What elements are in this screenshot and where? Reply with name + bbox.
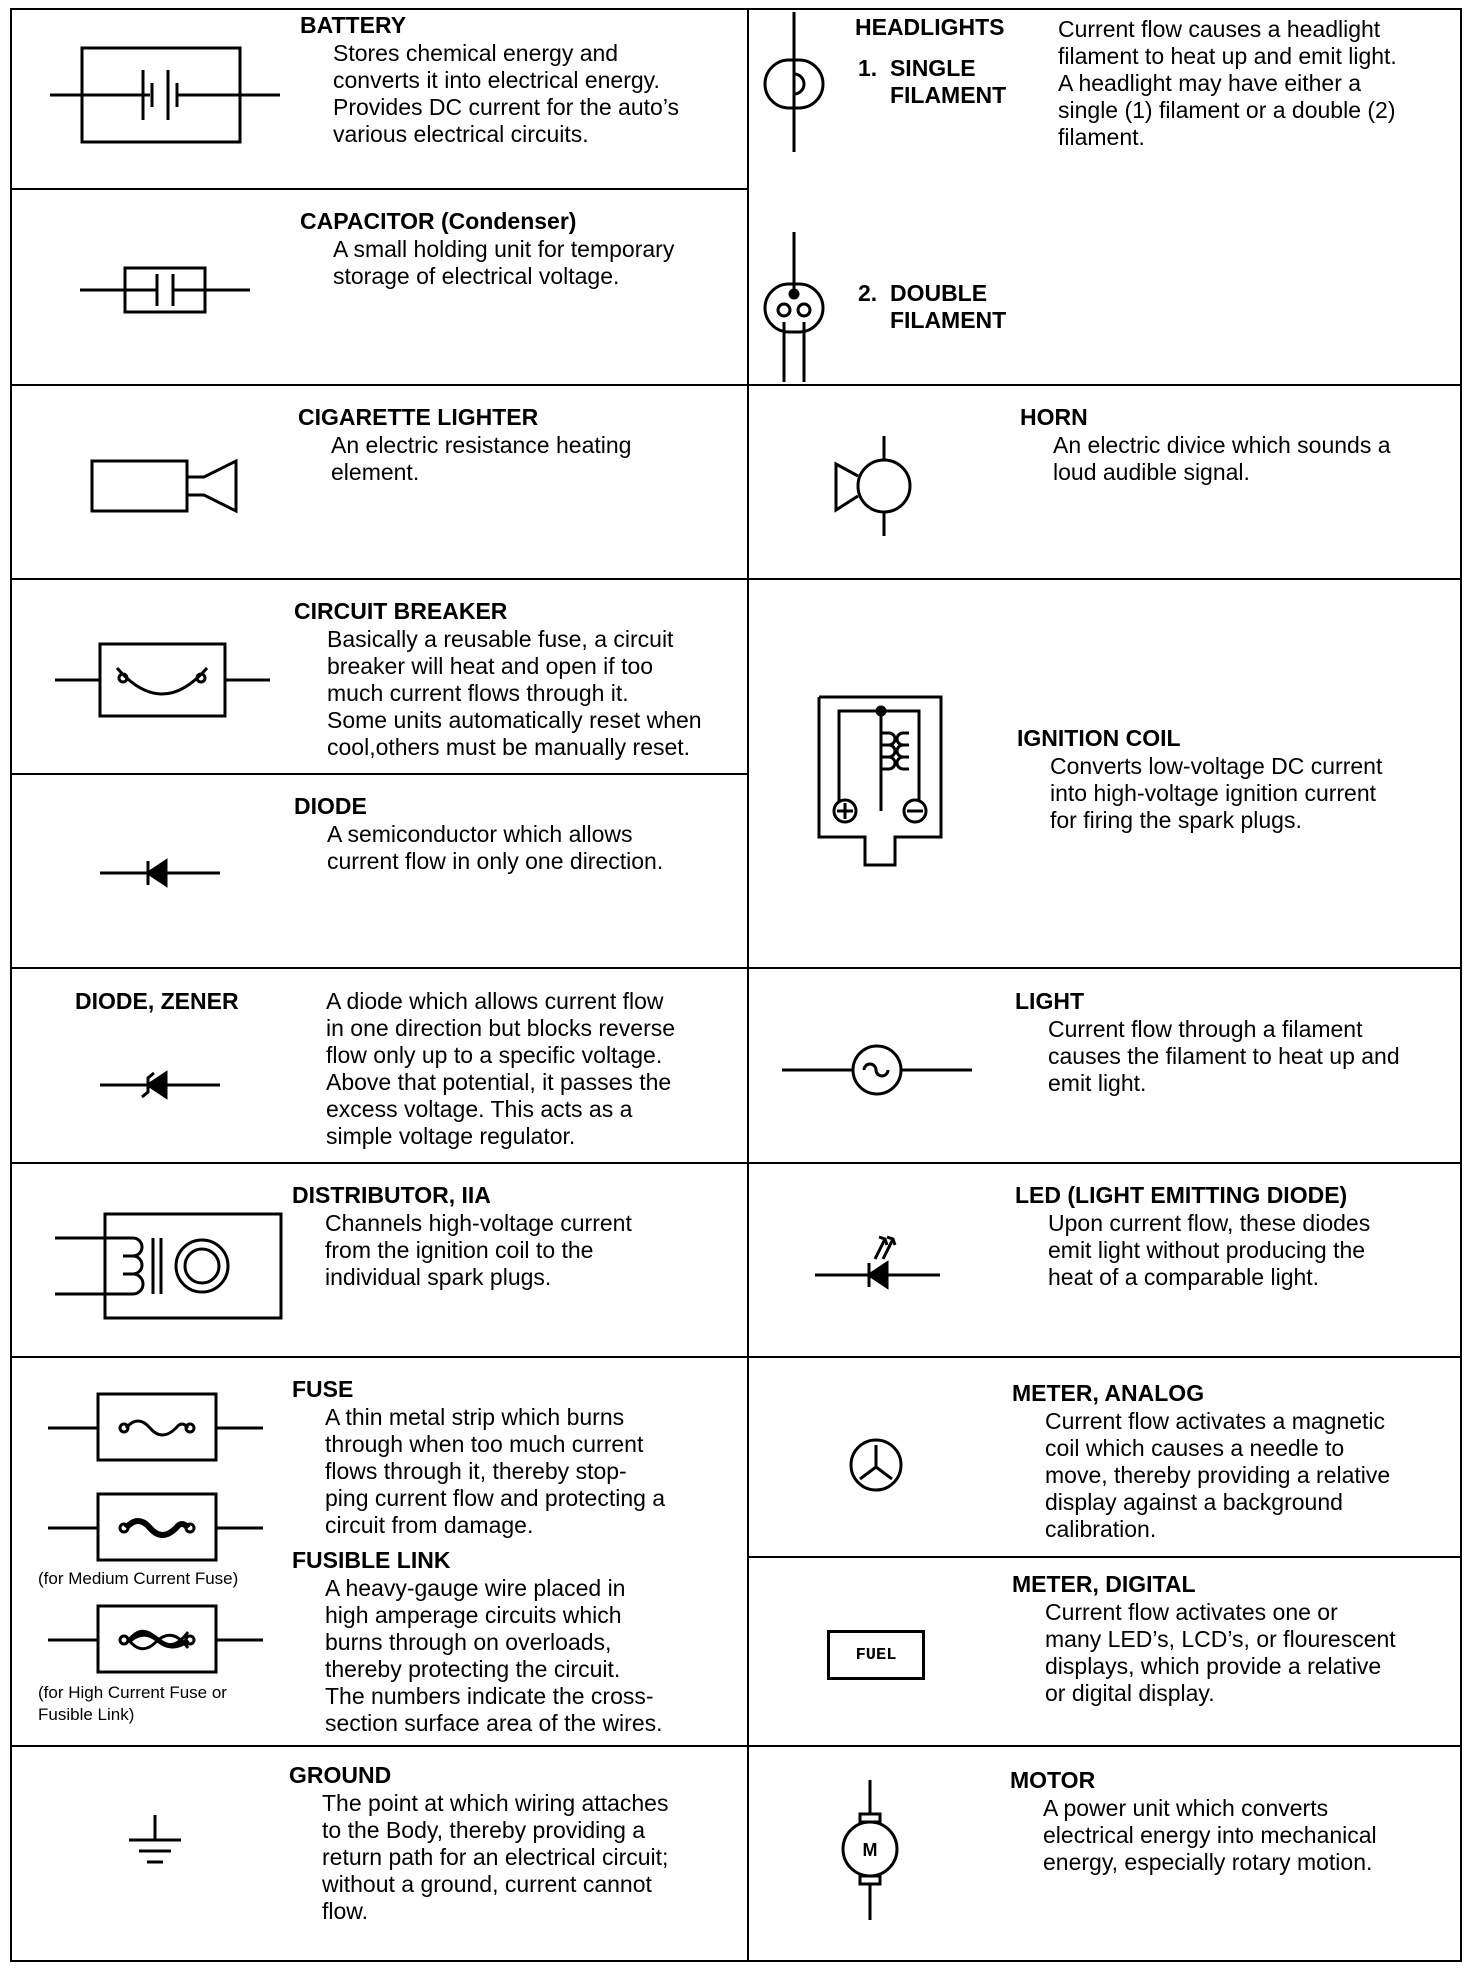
- analog-meter-icon: [848, 1437, 904, 1493]
- row-divider: [10, 578, 1462, 580]
- led-desc: Upon current flow, these diodes emit light without producing the heat of a comparable light.: [1048, 1210, 1371, 1290]
- zener-title: DIODE, ZENER: [75, 988, 239, 1014]
- digital-meter-icon: [827, 1630, 925, 1680]
- fuse-title: FUSE: [292, 1376, 354, 1402]
- row-divider: [10, 967, 1462, 969]
- capacitor-icon: [80, 260, 250, 320]
- battery-icon: [50, 40, 280, 150]
- digital-meter-title: METER, DIGITAL: [1012, 1571, 1196, 1597]
- row-divider: [10, 1745, 1462, 1747]
- light-title: LIGHT: [1015, 988, 1084, 1014]
- fuse-high-note: (for High Current Fuse or Fusible Link): [38, 1683, 227, 1724]
- motor-icon: [840, 1780, 900, 1920]
- ground-desc: The point at which wiring attaches to the Body, thereby providing a return path for an electrical circuit; without a ground, current cannot flow.: [322, 1790, 669, 1924]
- distributor-title: DISTRIBUTOR, IIA: [292, 1182, 491, 1208]
- headlights-single-label: 1. SINGLE FILAMENT: [858, 55, 1007, 108]
- row-divider: [10, 1356, 1462, 1358]
- row-divider: [10, 1162, 1462, 1164]
- battery-desc: Stores chemical energy and converts it into electrical energy. Provides DC current for the auto’s various electrical circuits.: [333, 40, 680, 147]
- zener-diode-icon: [100, 1070, 220, 1100]
- digital-meter-display: FUEL: [855, 1645, 897, 1665]
- diode-icon: [100, 858, 220, 888]
- analog-meter-title: METER, ANALOG: [1012, 1380, 1205, 1406]
- analog-meter-desc: Current flow activates a magnetic coil which causes a needle to move, thereby providing a relative display against a background calibration.: [1045, 1408, 1391, 1542]
- headlights-double-label: 2. DOUBLE FILAMENT: [858, 280, 1007, 333]
- circuit-breaker-desc: Basically a reusable fuse, a circuit breaker will heat and open if too much current flows through it. Some units automatically reset when cool,others must be manually reset.: [327, 626, 702, 760]
- battery-title: BATTERY: [300, 12, 407, 38]
- row-divider: [10, 773, 748, 775]
- horn-desc: An electric divice which sounds a loud audible signal.: [1053, 432, 1391, 485]
- ground-title: GROUND: [289, 1762, 392, 1788]
- led-icon: [815, 1225, 940, 1295]
- light-bulb-icon: [782, 1045, 972, 1095]
- zener-desc: A diode which allows current flow in one direction but blocks reverse flow only up to a specific voltage. Above that potential, it passes the excess voltage. This acts as a simple voltage regulator.: [326, 988, 676, 1149]
- diode-desc: A semiconductor which allows current flow in only one direction.: [327, 821, 664, 874]
- row-divider: [748, 1556, 1462, 1558]
- fuse-desc: A thin metal strip which burns through when too much current flows through it, thereby stop- ping current flow and protecting a circuit from damage.: [325, 1404, 666, 1538]
- cigarette-lighter-icon: [90, 455, 240, 515]
- ground-icon: [127, 1815, 183, 1870]
- cigarette-lighter-title: CIGARETTE LIGHTER: [298, 404, 539, 430]
- diode-title: DIODE: [294, 793, 367, 819]
- light-desc: Current flow through a filament causes the filament to heat up and emit light.: [1048, 1016, 1400, 1096]
- column-divider: [747, 8, 749, 1962]
- horn-title: HORN: [1020, 404, 1088, 430]
- horn-icon: [832, 436, 912, 536]
- fusible-link-title: FUSIBLE LINK: [292, 1547, 451, 1573]
- headlight-single-icon: [760, 12, 830, 152]
- headlights-desc: Current flow causes a headlight filament to heat up and emit light. A headlight may have either a single (1) filament or a double (2) filament.: [1058, 16, 1397, 150]
- cigarette-lighter-desc: An electric resistance heating element.: [331, 432, 632, 485]
- ignition-coil-desc: Converts low-voltage DC current into high-voltage ignition current for firing the spark plugs.: [1050, 753, 1383, 833]
- fusible-link-icon: [48, 1602, 263, 1677]
- medium-current-fuse-icon: [48, 1490, 263, 1565]
- led-title: LED (LIGHT EMITTING DIODE): [1015, 1182, 1348, 1208]
- fuse-icon: [48, 1390, 263, 1465]
- motor-desc: A power unit which converts electrical energy into mechanical energy, especially rotary motion.: [1043, 1795, 1377, 1875]
- capacitor-desc: A small holding unit for temporary storage of electrical voltage.: [333, 236, 675, 289]
- circuit-breaker-title: CIRCUIT BREAKER: [294, 598, 508, 624]
- headlight-double-icon: [760, 232, 830, 382]
- row-divider: [10, 188, 748, 190]
- row-divider: [10, 384, 1462, 386]
- digital-meter-desc: Current flow activates one or many LED’s, LCD’s, or flourescent displays, which provide a relative or digital display.: [1045, 1599, 1396, 1706]
- ignition-coil-icon: [815, 693, 945, 868]
- distributor-desc: Channels high-voltage current from the ignition coil to the individual spark plugs.: [325, 1210, 632, 1290]
- distributor-icon: [55, 1210, 285, 1320]
- motor-icon-label: M: [862, 1840, 878, 1860]
- fusible-link-desc: A heavy-gauge wire placed in high amperage circuits which burns through on overloads, thereby protecting the circuit. The numbers indicate the cross- section surface area of the wires.: [325, 1575, 663, 1736]
- motor-title: MOTOR: [1010, 1767, 1096, 1793]
- capacitor-title: CAPACITOR (Condenser): [300, 208, 577, 234]
- ignition-coil-title: IGNITION COIL: [1017, 725, 1181, 751]
- headlights-title: HEADLIGHTS: [855, 14, 1005, 40]
- circuit-breaker-icon: [55, 640, 270, 720]
- fuse-medium-note: (for Medium Current Fuse): [38, 1569, 239, 1588]
